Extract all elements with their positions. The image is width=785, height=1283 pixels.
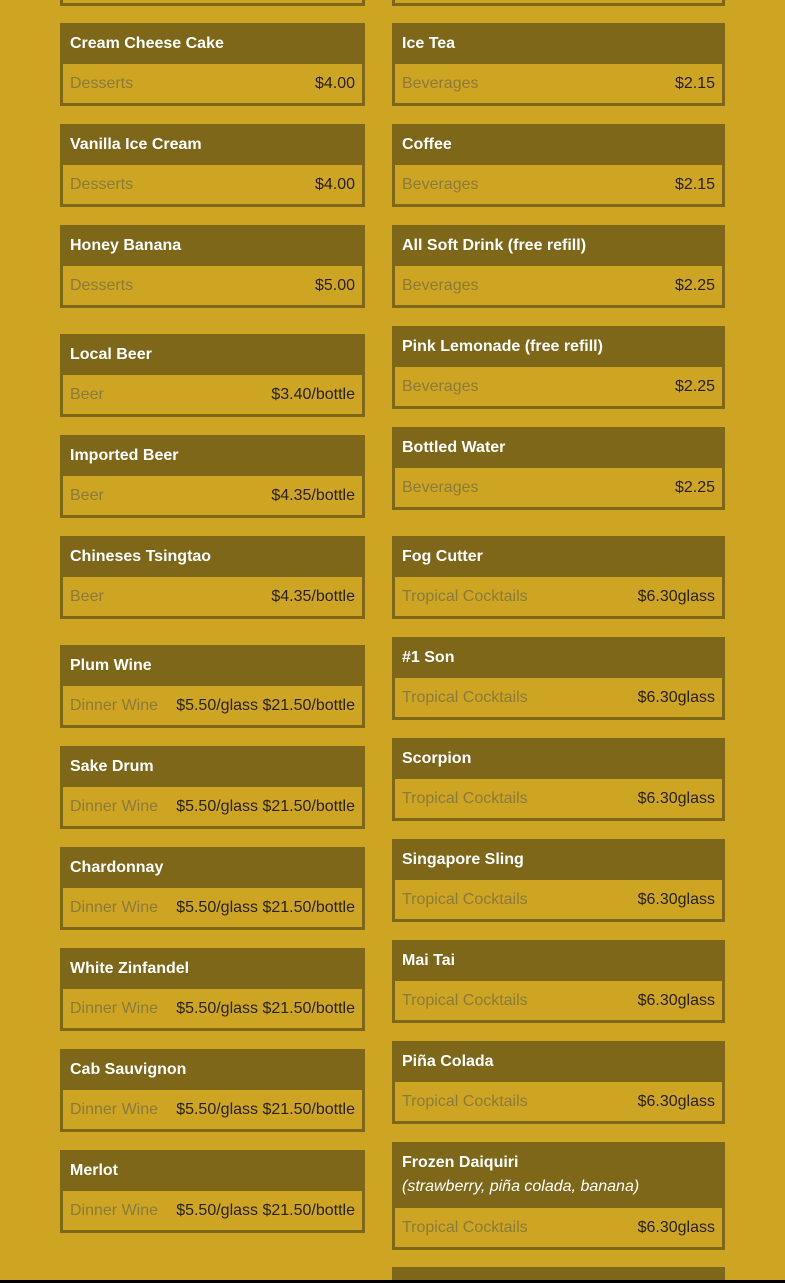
menu-item-category: Tropical Cocktails [402,1092,528,1110]
menu-item-category: Beverages [402,175,479,193]
menu-item-header [60,1049,365,1090]
menu-item-header [60,536,365,577]
menu-item-price: $5.50/glass $21.50/bottle [176,1100,355,1118]
menu-item-header [392,326,725,367]
menu-item-category: Dinner Wine [70,1201,159,1219]
menu-item-name: Imported Beer [70,447,179,464]
menu-item-price: $2.15 [674,175,715,193]
menu-item-price: $5.00 [314,276,355,294]
menu-item-price: $6.30glass [637,688,715,706]
menu-item-details [395,468,722,507]
menu-item-category: Desserts [70,276,134,294]
menu-item-name: Chardonnay [70,859,164,876]
menu-item-details [395,577,722,616]
menu-item-name: Mai Tai [402,952,456,969]
menu-item-name: Local Beer [70,346,152,363]
menu-item-price: $3.40/bottle [271,385,355,403]
menu-item-category: Beer [70,587,104,605]
menu-item-header [392,536,725,577]
menu-item-card [60,334,365,417]
menu-item-card [60,124,365,207]
menu-item-category: Dinner Wine [70,898,159,916]
menu-item-card [392,225,725,308]
menu-item-card [392,738,725,821]
menu-item-header [60,334,365,375]
menu-item-details [395,1208,722,1247]
menu-item-name: Honey Banana [70,237,182,254]
menu-item-name: White Zinfandel [70,960,190,977]
menu-item-category: Tropical Cocktails [402,587,528,605]
menu-item-name: Sake Drum [70,758,154,775]
menu-card-partial [60,0,365,6]
menu-item-price: $5.50/glass $21.50/bottle [176,1201,355,1219]
menu-item-category: Tropical Cocktails [402,688,528,706]
menu-item-details [395,64,722,103]
menu-item-price: $6.30glass [637,1092,715,1110]
menu-item-price: $2.15 [674,74,715,92]
menu-item-details [395,266,722,305]
menu-item-category: Tropical Cocktails [402,991,528,1009]
menu-item-header [60,948,365,989]
menu-item-card [392,839,725,922]
menu-item-header [60,746,365,787]
menu-item-header [392,940,725,981]
menu-item-details [63,787,362,826]
menu-item-category: Tropical Cocktails [402,1218,528,1236]
menu-item-card [60,645,365,728]
menu-item-card [60,23,365,106]
menu-item-name: Vanilla Ice Cream [70,136,202,153]
menu-item-card [392,637,725,720]
menu-item-card [392,940,725,1023]
menu-item-card [392,1041,725,1124]
menu-item-price: $2.25 [674,276,715,294]
menu-item-card [392,536,725,619]
menu-item-price: $4.00 [314,74,355,92]
menu-item-category: Desserts [70,175,134,193]
menu-item-category: Dinner Wine [70,1100,159,1118]
menu-item-details [63,1191,362,1230]
menu-item-header [392,23,725,64]
menu-item-card [392,326,725,409]
menu-item-card [60,746,365,829]
menu-item-details [63,1090,362,1129]
menu-item-category: Dinner Wine [70,797,159,815]
menu-item-category: Beer [70,385,104,403]
menu-item-card [392,1142,725,1250]
menu-item-details [395,1082,722,1121]
menu-item-name: Scorpion [402,750,472,767]
menu-item-details [395,165,722,204]
menu-item-header [392,1142,725,1208]
menu-item-header [60,225,365,266]
menu-item-price: $5.50/glass $21.50/bottle [176,797,355,815]
menu-item-card [60,536,365,619]
menu-item-category: Beverages [402,377,479,395]
menu-item-card [60,1049,365,1132]
menu-item-header [392,637,725,678]
menu-item-category: Dinner Wine [70,696,159,714]
menu-item-card [60,948,365,1031]
menu-item-card [60,435,365,518]
menu-item-category: Beverages [402,276,479,294]
menu-item-header [392,225,725,266]
menu-item-price: $2.25 [674,478,715,496]
menu-item-header [60,1150,365,1191]
menu-item-name: Cab Sauvignon [70,1061,187,1078]
menu-item-name: Piña Colada [402,1053,494,1070]
menu-item-name: Frozen Daiquiri [402,1154,519,1171]
menu-item-header [60,645,365,686]
menu-item-card [60,847,365,930]
menu-item-details [63,266,362,305]
menu-item-category: Beverages [402,478,479,496]
menu-item-name: Cream Cheese Cake [70,35,224,52]
menu-item-name: All Soft Drink (free refill) [402,237,587,254]
menu-item-price: $5.50/glass $21.50/bottle [176,898,355,916]
menu-item-category: Beer [70,486,104,504]
menu-item-category: Tropical Cocktails [402,890,528,908]
menu-item-note: (strawberry, piña colada, banana) [402,1178,640,1195]
menu-item-header [392,427,725,468]
menu-item-header [392,1041,725,1082]
menu-item-card [60,1150,365,1233]
menu-item-price: $4.00 [314,175,355,193]
menu-item-price: $6.30glass [637,789,715,807]
menu-item-category: Desserts [70,74,134,92]
menu-item-category: Tropical Cocktails [402,789,528,807]
menu-item-details [63,577,362,616]
menu-item-details [395,981,722,1020]
menu-item-price: $4.35/bottle [271,486,355,504]
menu-item-category: Beverages [402,74,479,92]
menu-item-card [392,124,725,207]
menu-item-details [395,779,722,818]
menu-item-details [63,888,362,927]
menu-item-name: Pink Lemonade (free refill) [402,338,603,355]
menu-item-name: Singapore Sling [402,851,524,868]
menu-item-price: $6.30glass [637,1218,715,1236]
menu-card-partial [392,1267,725,1280]
menu-item-details [395,367,722,406]
menu-item-name: Chineses Tsingtao [70,548,212,565]
menu-item-category: Dinner Wine [70,999,159,1017]
menu-item-name: Ice Tea [402,35,456,52]
menu-item-header [60,847,365,888]
menu-item-name: #1 Son [402,649,455,666]
menu-item-price: $5.50/glass $21.50/bottle [176,696,355,714]
menu-item-header [392,124,725,165]
menu-item-header [392,839,725,880]
menu-item-header [60,435,365,476]
menu-item-price: $2.25 [674,377,715,395]
menu-item-name: Bottled Water [402,439,506,456]
menu-item-details [63,375,362,414]
menu-item-details [63,64,362,103]
menu-item-name: Fog Cutter [402,548,483,565]
menu-item-card [392,23,725,106]
menu-item-details [63,476,362,515]
menu-item-price: $6.30glass [637,890,715,908]
menu-item-details [63,686,362,725]
menu-item-details [63,989,362,1028]
menu-item-header [60,23,365,64]
menu-item-card [60,225,365,308]
menu-item-details [395,678,722,717]
menu-item-details [395,880,722,919]
menu-item-card [392,427,725,510]
menu-item-header [392,738,725,779]
menu-item-price: $4.35/bottle [271,587,355,605]
menu-item-header [60,124,365,165]
menu-item-price: $6.30glass [637,991,715,1009]
menu-item-price: $5.50/glass $21.50/bottle [176,999,355,1017]
menu-item-details [63,165,362,204]
menu-item-price: $6.30glass [637,587,715,605]
menu-card-partial [392,0,725,6]
menu-item-name: Plum Wine [70,657,152,674]
menu-item-name: Coffee [402,136,452,153]
menu-item-name: Merlot [70,1162,118,1179]
